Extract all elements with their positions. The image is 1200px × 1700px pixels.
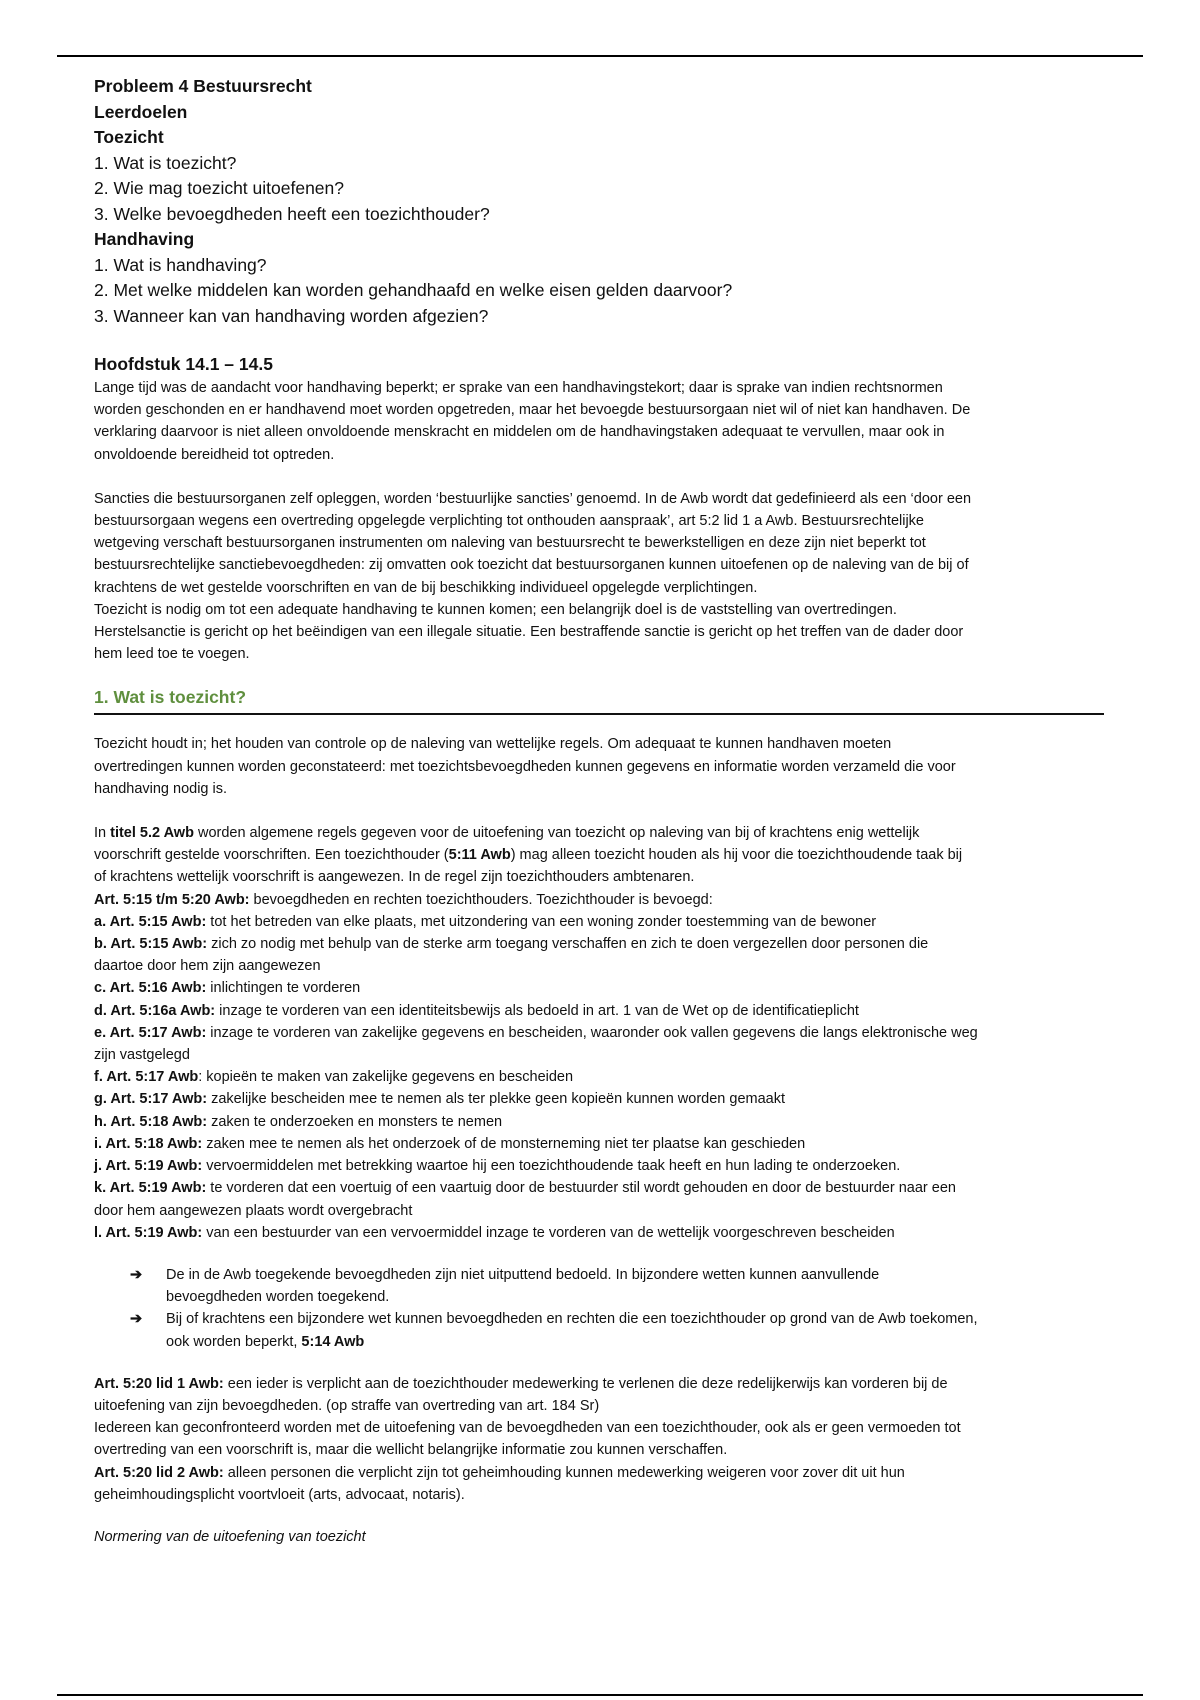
power-text: zaken mee te nemen als het onderzoek of de monsterneming niet ter plaatse kan geschieden xyxy=(202,1135,806,1152)
document-title: Probleem 4 Bestuursrecht xyxy=(94,76,312,96)
power-item xyxy=(94,1222,1114,1244)
text-line: wetgeving verschaft bestuursorganen instrumenten om naleving van bestuursrecht te bewerkstelligen en deze zijn niet beperkt tot xyxy=(94,535,926,552)
section-title: 1. Wat is toezicht? xyxy=(94,687,247,708)
arrow-right-icon: ➔ xyxy=(130,1266,143,1283)
power-ref: l. Art. 5:19 Awb: xyxy=(94,1224,203,1241)
power-ref: a. Art. 5:15 Awb: xyxy=(94,913,207,930)
text-line: Lange tijd was de aandacht voor handhaving beperkt; er sprake van een handhavingstekort; daar is sprake van indien rechtsnormen xyxy=(94,380,943,396)
text-line: krachtens de wet gestelde voorschriften en van de bij beschikking individueel opgelegde verplichtingen. xyxy=(94,579,758,596)
leerdoelen-heading: Leerdoelen xyxy=(94,101,188,122)
powers-list xyxy=(94,911,1114,1244)
power-ref: h. Art. 5:18 Awb: xyxy=(94,1113,208,1130)
text-line: Iedereen kan geconfronteerd worden met de uitoefening van de bevoegdheden van een toezichthouder, ook als er geen vermoeden tot xyxy=(94,1420,961,1437)
text-line: geheimhoudingsplicht voortvloeit (arts, advocaat, notaris). xyxy=(94,1486,465,1503)
text-line: onvoldoende bereidheid tot optreden. xyxy=(94,446,335,463)
text-line: of krachtens wettelijk voorschrift is aangewezen. In de regel zijn toezichthouders ambtenaren. xyxy=(94,869,695,886)
text-span: ook worden beperkt, xyxy=(166,1333,302,1350)
text-line: overtreding van een voorschrift is, maar die wellicht belangrijke informatie zou kunnen verschaffen. xyxy=(94,1442,728,1459)
power-text-continued: zijn vastgelegd xyxy=(94,1047,190,1064)
chapter-body xyxy=(94,377,1114,665)
text-line: Toezicht is nodig om tot een adequate handhaving te kunnen komen; een belangrijk doel is de vaststelling van overtredingen. xyxy=(94,601,897,618)
text-line: handhaving nodig is. xyxy=(94,780,228,797)
law-ref: Art. 5:20 lid 1 Awb: xyxy=(94,1375,224,1392)
power-text: zich zo nodig met behulp van de sterke arm toegang verschaffen en zich te doen vergezellen door personen die xyxy=(207,936,929,953)
power-item xyxy=(94,933,1114,977)
text-span: een ieder is verplicht aan de toezichthouder medewerking te verlenen die deze redelijkerwijs kan vorderen bij de xyxy=(223,1375,948,1392)
section-body xyxy=(94,733,1114,1548)
power-text: zakelijke bescheiden mee te nemen als ter plekke geen kopieën kunnen worden gemaakt xyxy=(207,1091,786,1108)
section-rule xyxy=(94,713,1104,715)
section-paragraph-1 xyxy=(94,733,1114,800)
power-text: inzage te vorderen van een identiteitsbewijs als bedoeld in art. 1 van de Wet op de identificatieplicht xyxy=(215,1002,859,1019)
law-ref: Art. 5:20 lid 2 Awb: xyxy=(94,1464,224,1481)
handhaving-question: 3. Wanneer kan van handhaving worden afgezien? xyxy=(94,305,489,326)
text-line: Herstelsanctie is gericht op het beëindigen van een illegale situatie. Een bestraffende sanctie is gericht op het treffen van de dader door xyxy=(94,624,964,641)
text-span: bevoegdheden en rechten toezichthouders. Toezichthouder is bevoegd: xyxy=(249,891,713,908)
footer-rule xyxy=(57,1694,1143,1696)
law-ref: 5:11 Awb xyxy=(448,847,511,864)
power-text: vervoermiddelen met betrekking waartoe hij een toezichthoudende taak heeft en hun lading te onderzoeken. xyxy=(202,1158,901,1175)
power-ref: g. Art. 5:17 Awb: xyxy=(94,1091,208,1108)
law-ref: titel 5.2 Awb xyxy=(110,825,194,842)
arrow-right-icon: ➔ xyxy=(130,1311,143,1328)
chapter-title: Hoofdstuk 14.1 – 14.5 xyxy=(94,354,273,374)
power-ref: f. Art. 5:17 Awb xyxy=(94,1069,199,1086)
text-span: ) mag alleen toezicht houden als hij voor die toezichthoudende taak bij xyxy=(510,847,963,864)
power-text: : kopieën te maken van zakelijke gegevens en bescheiden xyxy=(198,1069,574,1086)
power-text: inlichtingen te vorderen xyxy=(206,980,361,997)
power-item xyxy=(94,1177,1114,1221)
section-paragraph-2 xyxy=(94,822,1114,911)
power-text: inzage te vorderen van zakelijke gegevens en bescheiden, waaronder ook vallen gegevens die langs elektronische weg xyxy=(206,1024,978,1041)
chapter-paragraph-1 xyxy=(94,377,1114,466)
power-ref: d. Art. 5:16a Awb: xyxy=(94,1002,216,1019)
text-line: bevoegdheden worden toegekend. xyxy=(166,1289,390,1306)
arrow-item-text xyxy=(166,1308,978,1352)
chapter-paragraph-2 xyxy=(94,488,1114,666)
law-ref: Art. 5:15 t/m 5:20 Awb: xyxy=(94,891,250,908)
text-line: uitoefening van zijn bevoegdheden. (op straffe van overtreding van art. 184 Sr) xyxy=(94,1397,600,1414)
power-item xyxy=(94,1000,1114,1022)
power-item xyxy=(94,1111,1114,1133)
text-span: In xyxy=(94,825,111,842)
text-line: Toezicht houdt in; het houden van controle op de naleving van wettelijke regels. Om adequaat te kunnen handhaven moeten xyxy=(94,736,892,753)
handhaving-heading: Handhaving xyxy=(94,229,195,249)
power-ref: k. Art. 5:19 Awb: xyxy=(94,1180,207,1197)
subheading: Normering van de uitoefening van toezicht xyxy=(94,1528,366,1545)
toezicht-question: 3. Welke bevoegdheden heeft een toezichthouder? xyxy=(94,203,490,224)
power-ref: j. Art. 5:19 Awb: xyxy=(94,1158,203,1175)
power-text: tot het betreden van elke plaats, met uitzondering van een woning zonder toestemming van de bewoner xyxy=(206,913,877,930)
law-ref: 5:14 Awb xyxy=(301,1333,365,1350)
power-text-continued: door hem aangewezen plaats wordt overgebracht xyxy=(94,1202,413,1219)
text-span: voorschrift gestelde voorschriften. Een toezichthouder ( xyxy=(94,847,449,864)
document-page xyxy=(94,74,1114,1548)
power-ref: b. Art. 5:15 Awb: xyxy=(94,936,208,953)
text-line: verklaring daarvoor is niet alleen onvoldoende menskracht en middelen om de handhavingstaken adequaat te vervullen, maar ook in xyxy=(94,424,945,441)
handhaving-question: 1. Wat is handhaving? xyxy=(94,254,267,275)
arrow-item xyxy=(130,1264,1114,1308)
text-line: De in de Awb toegekende bevoegdheden zijn niet uitputtend bedoeld. In bijzondere wetten kunnen aanvullende xyxy=(166,1266,880,1283)
power-ref: i. Art. 5:18 Awb: xyxy=(94,1135,203,1152)
text-line: Bij of krachtens een bijzondere wet kunnen bevoegdheden en rechten die een toezichthouder op grond van de Awb toekomen, xyxy=(166,1311,978,1328)
power-text: van een bestuurder van een vervoermiddel inzage te vorderen van de wettelijk voorgeschreven bescheiden xyxy=(202,1224,895,1241)
power-item xyxy=(94,1066,1114,1088)
handhaving-question: 2. Met welke middelen kan worden gehandhaafd en welke eisen gelden daarvoor? xyxy=(94,280,733,300)
power-item xyxy=(94,911,1114,933)
power-item xyxy=(94,1022,1114,1066)
toezicht-heading: Toezicht xyxy=(94,127,164,147)
power-text-continued: daartoe door hem zijn aangewezen xyxy=(94,958,321,975)
text-span: worden algemene regels gegeven voor de uitoefening van toezicht op naleving van bij of krachtens enig wettelijk xyxy=(193,825,920,842)
text-line: Sancties die bestuursorganen zelf opleggen, worden ‘bestuurlijke sancties’ genoemd. In de Awb wordt dat gedefinieerd als een ‘door een xyxy=(94,490,972,507)
power-item xyxy=(94,1133,1114,1155)
toezicht-question: 1. Wat is toezicht? xyxy=(94,152,237,173)
power-ref: c. Art. 5:16 Awb: xyxy=(94,980,207,997)
power-item xyxy=(94,977,1114,999)
power-ref: e. Art. 5:17 Awb: xyxy=(94,1024,207,1041)
arrow-list xyxy=(130,1264,1114,1353)
power-item xyxy=(94,1155,1114,1177)
text-line: hem leed toe te voegen. xyxy=(94,646,250,663)
power-text: zaken te onderzoeken en monsters te nemen xyxy=(207,1113,503,1130)
section-paragraph-3 xyxy=(94,1373,1114,1506)
power-item xyxy=(94,1088,1114,1110)
text-line: bestuursrechtelijke sanctiebevoegdheden: zij omvatten ook toezicht dat bestuursorganen kunnen uitoefenen op de naleving van de bij of xyxy=(94,557,969,574)
text-line: worden geschonden en er handhavend moet worden opgetreden, maar het bevoegde bestuursorgaan niet wil of niet kan handhaven. De xyxy=(94,402,971,419)
toezicht-question: 2. Wie mag toezicht uitoefenen? xyxy=(94,178,345,198)
text-span: alleen personen die verplicht zijn tot geheimhouding kunnen medewerking weigeren voor zover dit uit hun xyxy=(223,1464,905,1481)
power-text: te vorderen dat een voertuig of een vaartuig door de bestuurder stil wordt gehouden en door de bestuurder naar een xyxy=(206,1180,956,1197)
learning-goals xyxy=(94,74,1114,329)
text-line: overtredingen kunnen worden geconstateerd: met toezichtsbevoegdheden kunnen gegevens en informatie worden verzameld die voor xyxy=(94,758,956,775)
arrow-item xyxy=(130,1308,1114,1352)
header-rule xyxy=(57,55,1143,57)
text-line: bestuursorgaan wegens een overtreding opgelegde verplichting tot onthouden aanspraak’, art 5:2 lid 1 a Awb. Bestuursrechtelijke xyxy=(94,513,924,530)
arrow-item-text xyxy=(166,1264,879,1308)
